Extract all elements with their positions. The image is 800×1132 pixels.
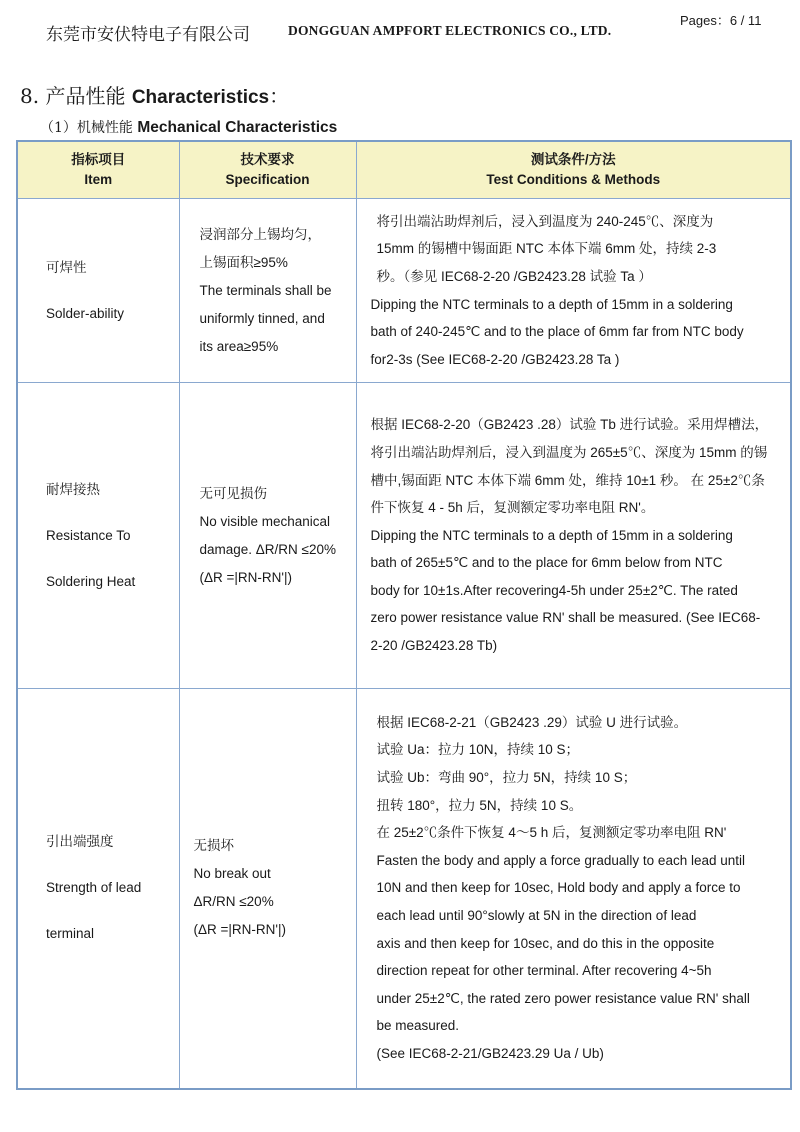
- table-row: [17, 383, 791, 689]
- section-title-cn: 8. 产品性能: [20, 84, 126, 108]
- spec-line: ΔR/RN ≤20%: [193, 894, 274, 910]
- item-line: 可焊性: [46, 259, 87, 275]
- item-line: Strength of lead: [46, 880, 142, 896]
- test-cell: [356, 689, 791, 1089]
- section-title: [20, 80, 289, 109]
- header-specification: [179, 141, 356, 199]
- item-line: Solder-ability: [46, 305, 125, 321]
- subsection-title-cn: （1）机械性能: [40, 120, 133, 136]
- item-line: terminal: [46, 926, 95, 942]
- test-line: 扭转 180°，拉力 5N，持续 10 S。: [376, 797, 583, 813]
- table-row: [17, 199, 791, 383]
- table-row: [17, 689, 791, 1089]
- test-line: (See IEC68-2-21/GB2423.29 Ua / Ub): [376, 1046, 604, 1062]
- test-cell: [356, 199, 791, 383]
- item-cell: [17, 199, 179, 383]
- spec-line: uniformly tinned, and: [199, 310, 325, 326]
- test-line: 根据 IEC68-2-21（GB2423 .29）试验 U 进行试验。: [376, 714, 688, 730]
- spec-cell: [179, 689, 356, 1089]
- test-line: axis and then keep for 10sec, and do this in the opposite: [376, 935, 715, 951]
- section-title-colon: ：: [269, 84, 290, 108]
- test-line: 试验 Ua：拉力 10N，持续 10 S；: [376, 742, 580, 758]
- spec-line: 无可见损伤: [199, 485, 267, 501]
- header-test-cn: 测试条件/方法: [530, 151, 616, 167]
- spec-line: The terminals shall be: [199, 282, 332, 298]
- spec-line: damage. ΔR/RN ≤20%: [199, 541, 336, 557]
- item-line: Soldering Heat: [46, 573, 136, 589]
- test-line: for2-3s (See IEC68-2-20 /GB2423.28 Ta ): [370, 351, 620, 367]
- test-line: 10N and then keep for 10sec, Hold body and apply a force to: [376, 880, 741, 896]
- test-line: 将引出端沾助焊剂后，浸入到温度为 240-245℃、深度为: [376, 213, 714, 229]
- test-line: 件下恢复 4 - 5h 后，复测额定零功率电阻 RN'。: [370, 500, 655, 516]
- test-line: Fasten the body and apply a force gradually to each lead until: [376, 852, 745, 868]
- test-line: bath of 265±5℃ and to the place for 6mm below from NTC: [370, 555, 723, 571]
- test-line: 在 25±2℃条件下恢复 4～5 h 后，复测额定零功率电阻 RN': [376, 825, 727, 841]
- test-line: Dipping the NTC terminals to a depth of 15mm in a soldering: [370, 527, 733, 543]
- page-header: [0, 0, 800, 60]
- subsection-title-en: Mechanical Characteristics: [137, 119, 338, 136]
- spec-cell: [179, 199, 356, 383]
- header-item-cn: 指标项目: [71, 151, 126, 167]
- header-spec-en: Specification: [225, 172, 310, 187]
- item-cell: [17, 689, 179, 1089]
- test-line: under 25±2℃, the rated zero power resistance value RN' shall: [376, 990, 750, 1006]
- spec-cell: [179, 383, 356, 689]
- header-item-en: Item: [84, 172, 113, 187]
- test-line: 2-20 /GB2423.28 Tb): [370, 638, 498, 654]
- spec-line: 无损坏: [193, 838, 234, 854]
- test-line: body for 10±1s.After recovering4-5h under 25±2℃. The rated: [370, 582, 738, 598]
- subsection-title: [40, 117, 337, 137]
- test-line: 15mm 的锡槽中锡面距 NTC 本体下端 6mm 处，持续 2-3: [376, 241, 717, 257]
- spec-line: 上锡面积≥95%: [199, 254, 288, 270]
- company-name-cn: 东莞市安伏特电子有限公司: [46, 25, 250, 45]
- test-line: bath of 240-245℃ and to the place of 6mm far from NTC body: [370, 324, 744, 340]
- item-line: 引出端强度: [46, 834, 114, 850]
- item-line: Resistance To: [46, 527, 131, 543]
- test-line: 试验 Ub：弯曲 90°，拉力 5N，持续 10 S；: [376, 770, 637, 786]
- mechanical-characteristics-table: [16, 140, 792, 1090]
- spec-line: No visible mechanical: [199, 513, 331, 529]
- table-header-row: [17, 141, 791, 199]
- section-title-en: Characteristics: [131, 87, 270, 108]
- spec-line: (ΔR =|RN-RN'|): [199, 569, 292, 585]
- test-line: 根据 IEC68-2-20（GB2423 .28）试验 Tb 进行试验。采用焊槽法，: [370, 417, 769, 433]
- test-line: each lead until 90°slowly at 5N in the direction of lead: [376, 908, 697, 924]
- spec-line: No break out: [193, 866, 271, 882]
- page-counter: Pages：6 / 11: [680, 13, 762, 28]
- test-line: zero power resistance value RN' shall be measured. (See IEC68-: [370, 610, 761, 626]
- spec-line: its area≥95%: [199, 338, 279, 354]
- test-line: Dipping the NTC terminals to a depth of 15mm in a soldering: [370, 296, 733, 312]
- test-line: be measured.: [376, 1018, 460, 1034]
- test-cell: [356, 383, 791, 689]
- company-name-en: DONGGUAN AMPFORT ELECTRONICS CO., LTD.: [288, 23, 612, 38]
- header-spec-cn: 技术要求: [240, 151, 295, 167]
- spec-line: (ΔR =|RN-RN'|): [193, 922, 286, 938]
- spec-line: 浸润部分上锡均匀，: [199, 226, 321, 242]
- test-line: direction repeat for other terminal. After recovering 4~5h: [376, 963, 712, 979]
- item-cell: [17, 383, 179, 689]
- test-line: 秒。（参见 IEC68-2-20 /GB2423.28 试验 Ta ）: [376, 268, 652, 284]
- header-test-conditions: [356, 141, 791, 199]
- test-line: 将引出端沾助焊剂后，浸入到温度为 265±5℃、深度为 15mm 的锡: [370, 444, 768, 460]
- header-test-en: Test Conditions & Methods: [486, 172, 661, 187]
- header-item: [17, 141, 179, 199]
- item-line: 耐焊接热: [46, 481, 100, 497]
- test-line: 槽中,锡面距 NTC 本体下端 6mm 处，维持 10±1 秒。 在 25±2℃条: [370, 472, 765, 488]
